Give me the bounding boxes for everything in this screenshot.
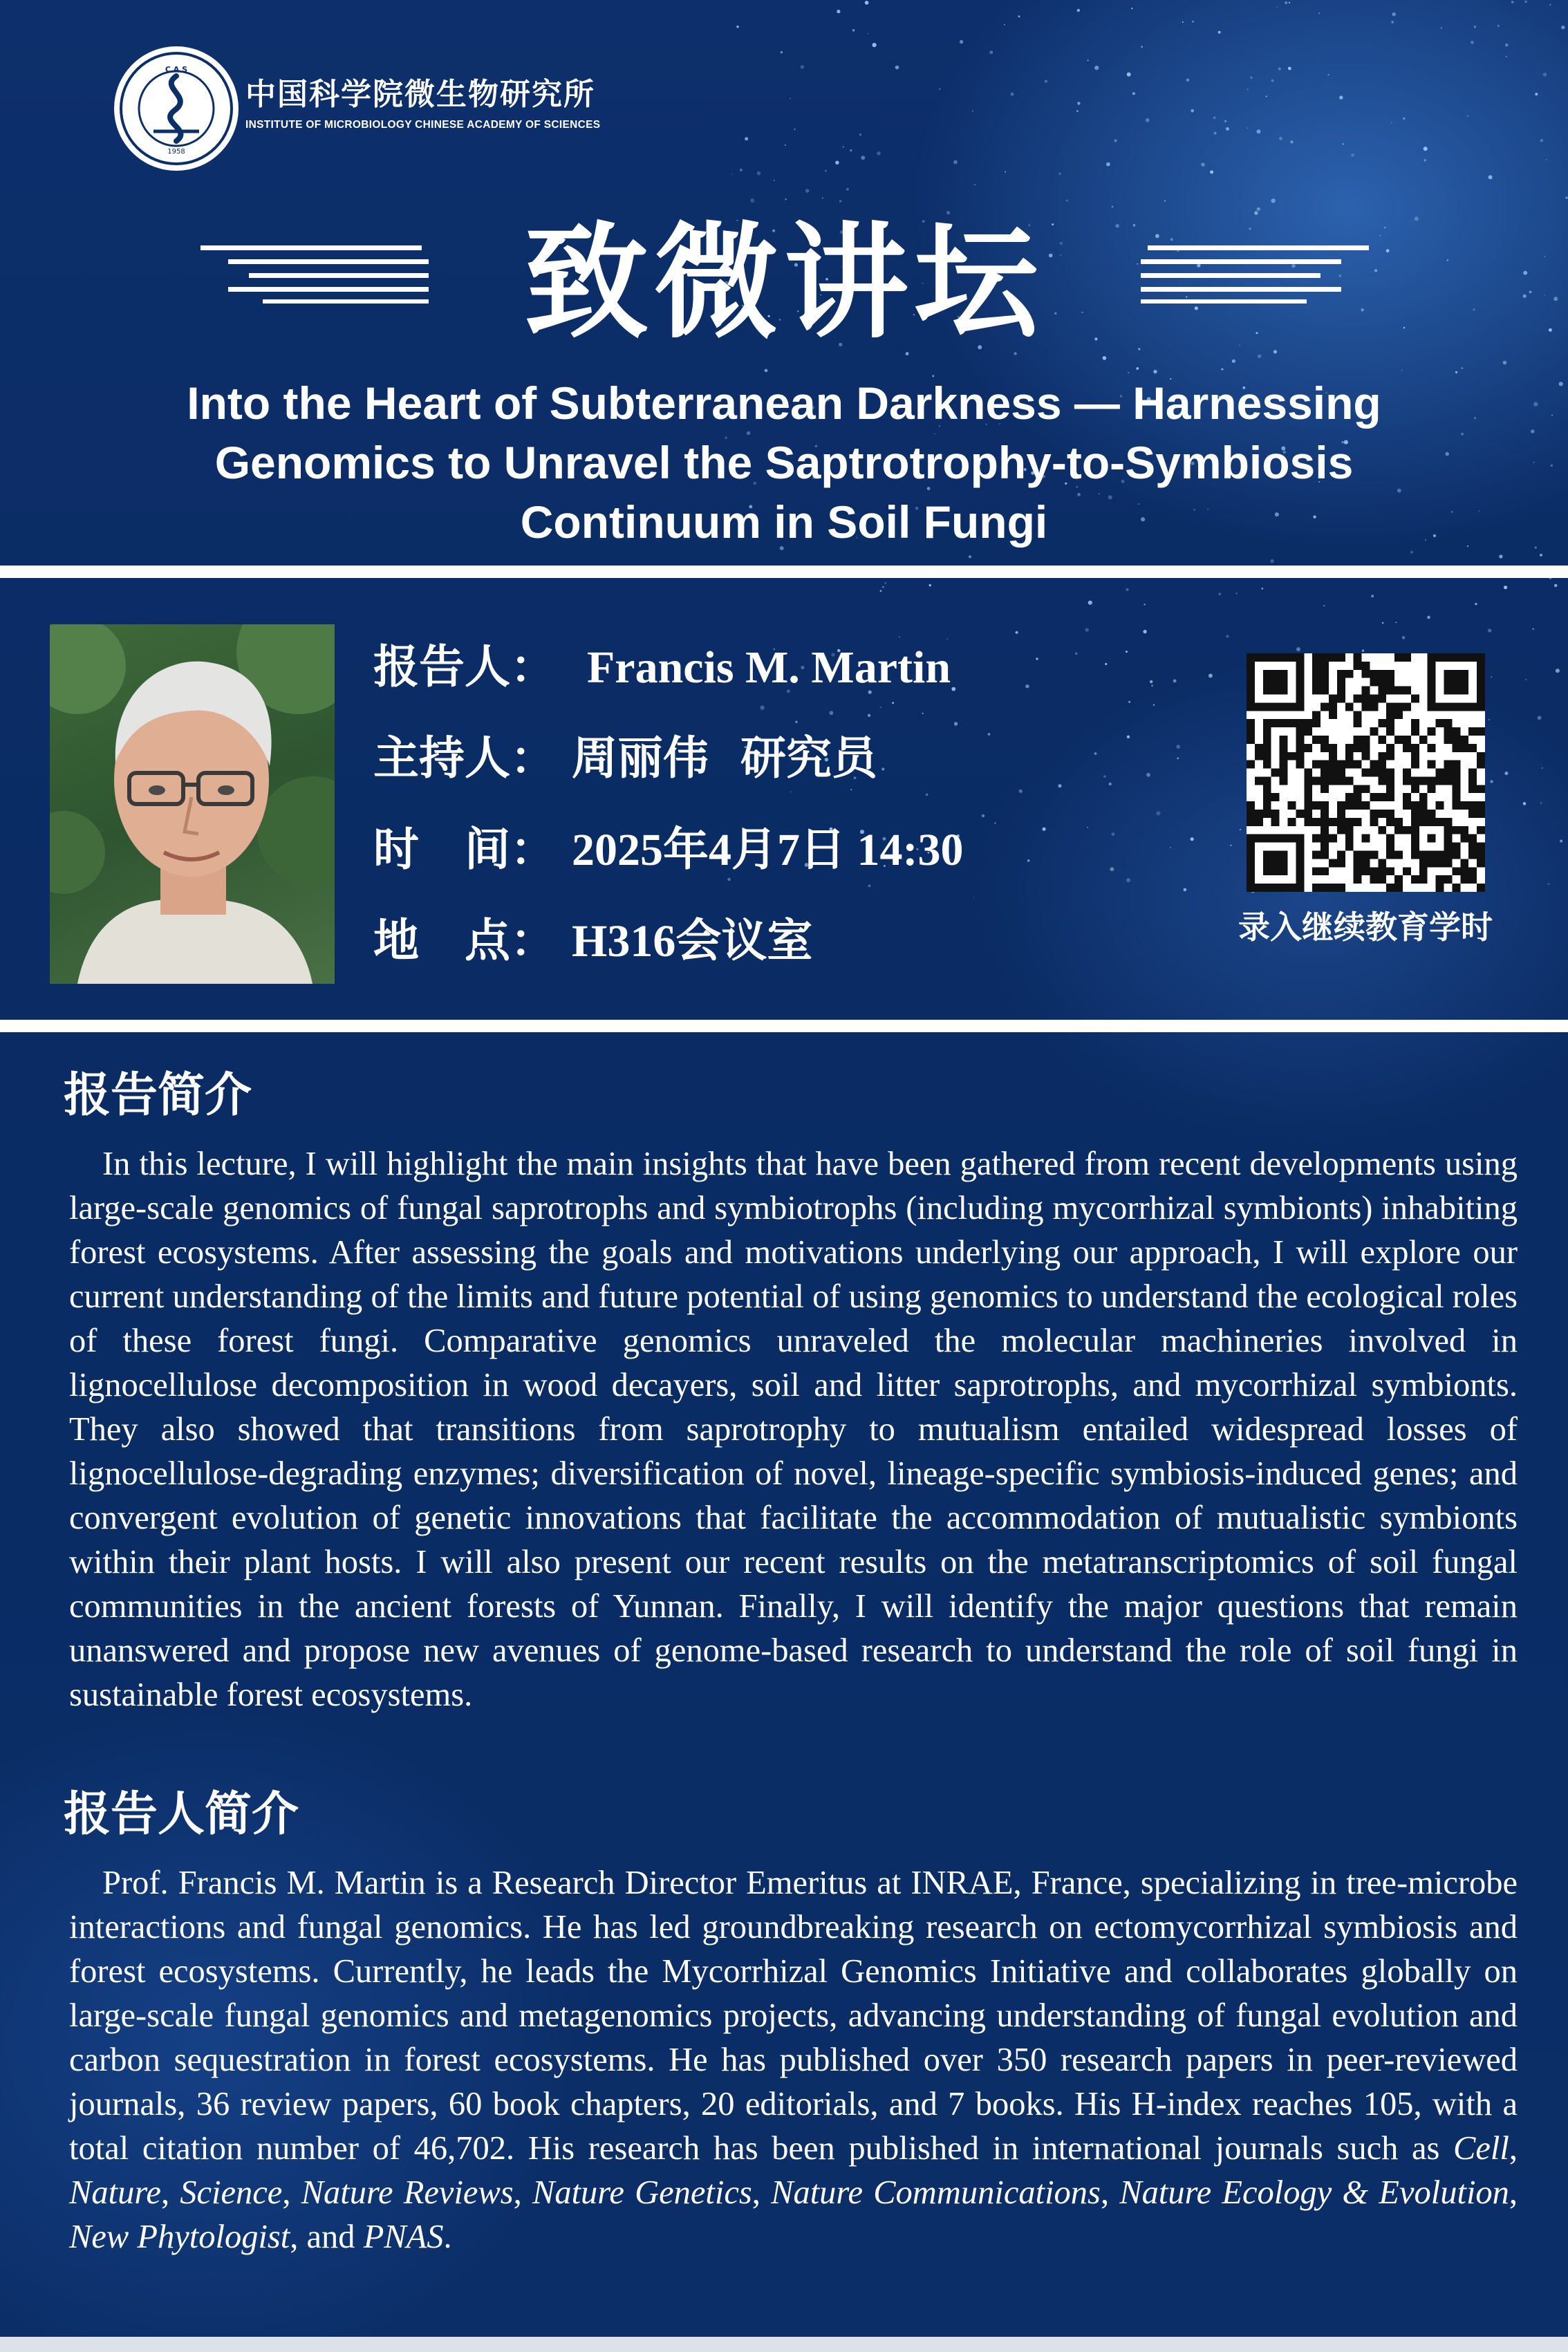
bio-text: Prof. Francis M. Martin is a Research Director Emeritus at INRAE, France, specializing in tree-microbe interactions and fungal genomics. He has led groundbreaking research on ectomycorrhizal symbiosis and forest ecosystems. Currently, he leads the Mycorrhizal Genomics Initiative and collaborates globally on large-scale fungal genomics and metagenomics projects, advancing understanding of fungal evolution and carbon sequestration in forest ecosystems. He has published over 350 research papers in peer-reviewed journals, 36 review papers, 60 book chapters, 20 editorials, and 7 books. His H-index reaches 105, with a total citation number of 46,702. His research has been published in international journals such as Cell, Nature, Science, Nature Reviews, Nature Genetics, Nature Communications, Nature Ecology & Evolution, New Phytologist, and PNAS. (69, 1865, 1518, 2255)
middle-divider (0, 1020, 1568, 1032)
location-value: H316会议室 (571, 916, 813, 967)
journal-name: Nature (69, 2174, 161, 2211)
journal-name: Nature Reviews (301, 2174, 514, 2211)
top-divider (0, 566, 1568, 578)
forum-title: 致微讲坛 (523, 211, 1044, 355)
journal-name: New Phytologist (69, 2219, 290, 2255)
lecture-title-line: Genomics to Unravel the Saptrotrophy-to-Symbiosis (214, 437, 1354, 488)
bio-body: Prof. Francis M. Martin is a Research Director Emeritus at INRAE, France, specializing in tree-microbe interactions and fungal genomics. He has led groundbreaking research on ectomycorrhizal symbiosis and forest ecosystems. Currently, he leads the Mycorrhizal Genomics Initiative and collaborates globally on large-scale fungal genomics and metagenomics projects, advancing understanding of fungal evolution and carbon sequestration in forest ecosystems. He has published over 350 research papers in peer-reviewed journals, 36 review papers, 60 book chapters, 20 editorials, and 7 books. His H-index reaches 105, with a total citation number of 46,702. His research has been published in international journals such as (69, 1865, 1518, 2167)
lecture-title-line: Continuum in Soil Fungi (520, 496, 1048, 548)
qr-code[interactable] (1247, 653, 1485, 892)
journal-name: Nature Genetics (532, 2174, 752, 2211)
time-value: 2025年4月7日 14:30 (571, 825, 964, 875)
abstract-heading: 报告简介 (64, 1068, 252, 1123)
institute-name (245, 69, 600, 131)
host-label: 主持人： (373, 731, 556, 785)
time-row (373, 819, 963, 881)
time-label: 时 间： (373, 823, 556, 876)
bio-heading: 报告人简介 (64, 1787, 299, 1842)
speaker-photo (50, 624, 335, 984)
lecture-title (104, 373, 1464, 552)
host-row (373, 727, 877, 790)
location-label: 地 点： (373, 914, 556, 967)
bottom-strip (0, 2337, 1568, 2352)
speaker-name: Francis M. Martin (586, 642, 951, 693)
speaker-row (373, 636, 951, 698)
institute-name-en: INSTITUTE OF MICROBIOLOGY CHINESE ACADEMY OF SCIENCES (245, 119, 601, 131)
host-name: 周丽伟 研究员 (571, 731, 877, 785)
location-row (373, 910, 812, 972)
lecture-title-line: Into the Heart of Subterranean Darkness — Harnessing (187, 377, 1381, 429)
svg-text:C A S: C A S (165, 65, 188, 74)
svg-text:1958: 1958 (167, 148, 185, 156)
qr-caption: 录入继续教育学时 (1238, 908, 1493, 946)
journal-name: Nature Ecology & Evolution (1119, 2174, 1509, 2211)
speaker-label: 报告人： (373, 640, 556, 693)
journal-name: PNAS (363, 2219, 444, 2255)
journal-name: Science (180, 2174, 283, 2211)
institute-logo (111, 43, 242, 174)
journal-name: Cell (1453, 2130, 1509, 2167)
abstract-text: In this lecture, I will highlight the main insights that have been gathered from recent developments using large-scale genomics of fungal saprotrophs and symbiotrophs (including mycorrhizal symbionts) inhabiting forest ecosystems. After assessing the goals and motivations underlying our approach, I will explore our current understanding of the limits and future potential of using genomics to understand the ecological roles of these forest fungi. Comparative genomics unraveled the molecular machineries involved in lignocellulose decomposition in wood decayers, soil and litter saprotrophs, and mycorrhizal symbionts. They also showed that transitions from saprotrophy to mutualism entailed widespread losses of lignocellulose-degrading enzymes; diversification of novel, lineage-specific symbiosis-induced genes; and convergent evolution of genetic innovations that facilitate the accommodation of mutualistic symbionts within their plant hosts. I will also present our recent results on the metatranscriptomics of soil fungal communities in the ancient forests of Yunnan. Finally, I will identify the major questions that remain unanswered and propose new avenues of genome-based research to understand the role of soil fungi in sustainable forest ecosystems. (69, 1146, 1518, 1713)
journal-name: Nature Communications (771, 2174, 1101, 2211)
bio-end: . (443, 2219, 452, 2255)
bio-and: and (306, 2219, 355, 2255)
institute-name-cn: 中国科学院微生物研究所 (245, 77, 595, 112)
